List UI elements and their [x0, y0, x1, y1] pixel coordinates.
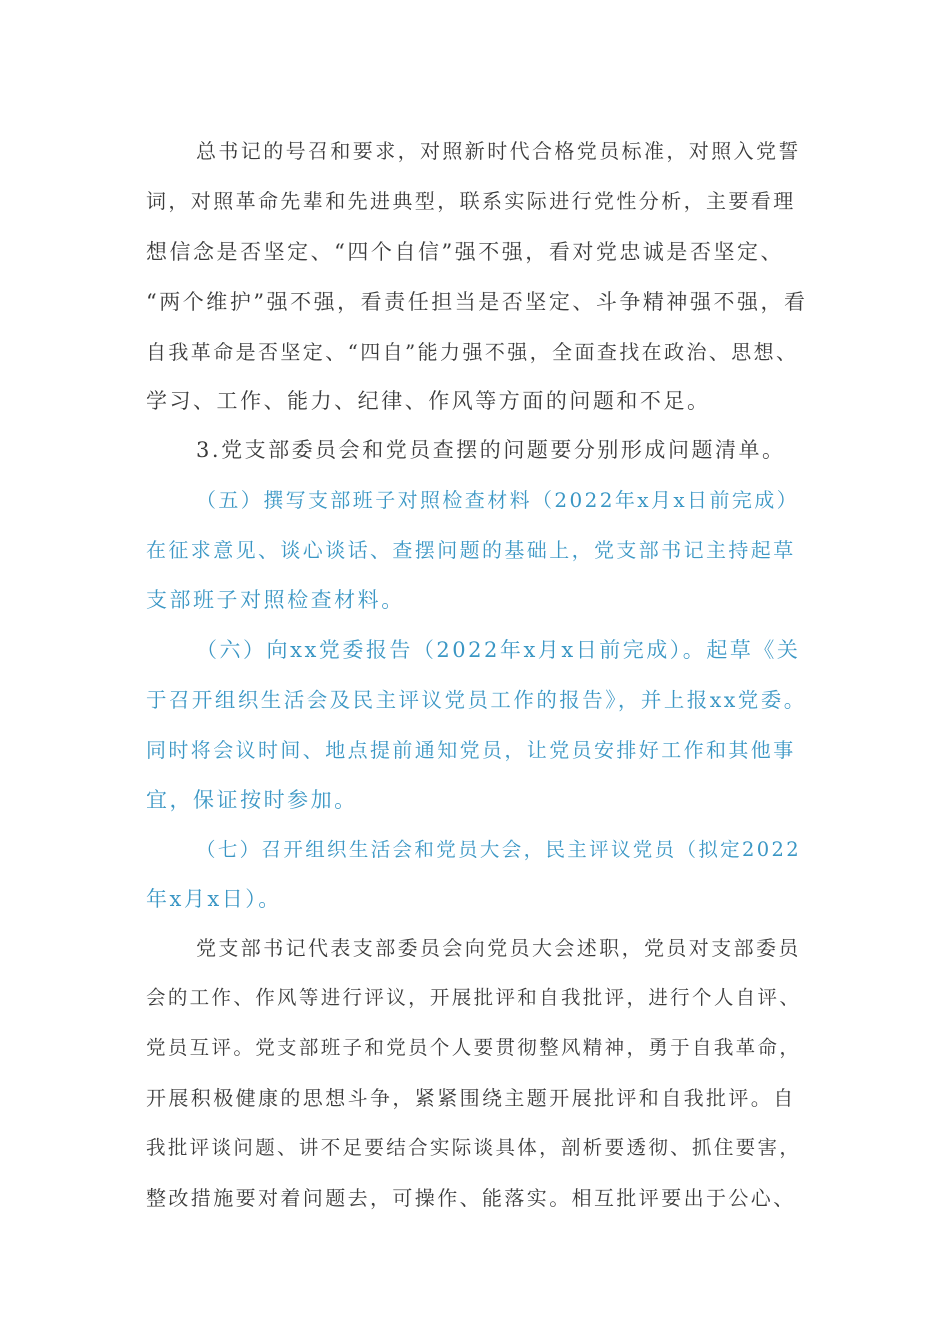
- text-line: 于召开组织生活会及民主评议党员工作的报告》，并上报xx党委。: [146, 688, 807, 712]
- text-line: 开展积极健康的思想斗争，紧紧围绕主题开展批评和自我批评。自: [146, 1086, 796, 1110]
- text-line: 3.党支部委员会和党员查摆的问题要分别形成问题清单。: [196, 438, 786, 462]
- section-heading-6: （六）向xx党委报告（2022年x月x日前完成）。起草《关: [196, 638, 801, 662]
- text-line: 学习、工作、能力、纪律、作风等方面的问题和不足。: [146, 389, 711, 413]
- text-line: 在征求意见、谈心谈话、查摆问题的基础上，党支部书记主持起草: [146, 538, 796, 562]
- text-line: 会的工作、作风等进行评议，开展批评和自我批评，进行个人自评、: [146, 986, 802, 1009]
- text-line: 整改措施要对着问题去，可操作、能落实。相互批评要出于公心、: [146, 1186, 796, 1210]
- section-heading-7: （七）召开组织生活会和党员大会，民主评议党员（拟定2022: [196, 838, 801, 861]
- text-line: 总书记的号召和要求，对照新时代合格党员标准，对照入党誓: [196, 139, 801, 163]
- text-line: 词，对照革命先辈和先进典型，联系实际进行党性分析，主要看理: [146, 189, 796, 213]
- text-line: 党员互评。党支部班子和党员个人要贯彻整风精神，勇于自我革命，: [146, 1036, 802, 1059]
- text-line: 我批评谈问题、讲不足要结合实际谈具体，剖析要透彻、抓住要害，: [146, 1136, 802, 1159]
- section-heading-5: （五）撰写支部班子对照检查材料（2022年x月x日前完成）: [196, 488, 800, 512]
- text-line: 想信念是否坚定、“四个自信”强不强，看对党忠诚是否坚定、: [146, 240, 785, 264]
- text-line: 党支部书记代表支部委员会向党员大会述职，党员对支部委员: [196, 936, 801, 960]
- text-line: 自我革命是否坚定、“四自”能力强不强，全面查找在政治、思想、: [146, 340, 799, 364]
- text-line: 年x月x日）。: [146, 887, 282, 911]
- text-line: 同时将会议时间、地点提前通知党员，让党员安排好工作和其他事: [146, 738, 796, 762]
- text-line: “两个维护”强不强，看责任担当是否坚定、斗争精神强不强，看: [146, 290, 808, 314]
- text-line: 支部班子对照检查材料。: [146, 588, 405, 612]
- text-line: 宜，保证按时参加。: [146, 788, 358, 812]
